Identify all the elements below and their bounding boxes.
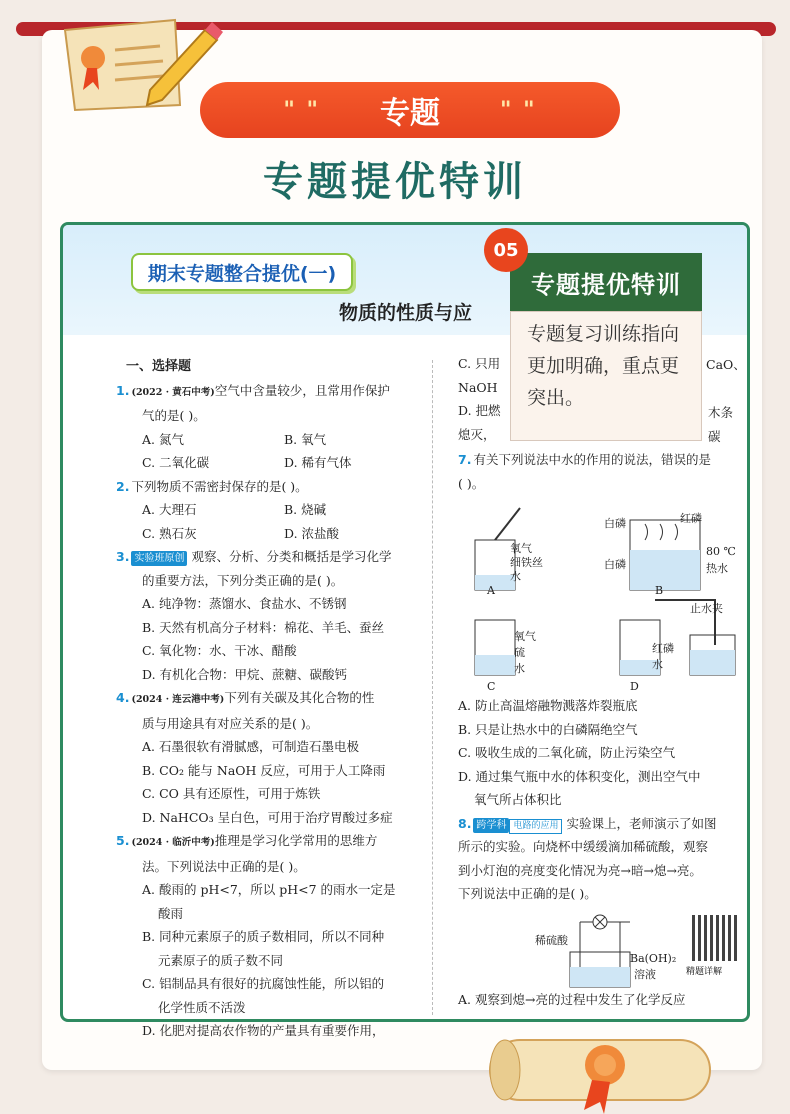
- number-badge: 05: [484, 228, 528, 272]
- rolled-scroll-icon: [480, 1020, 720, 1114]
- fig-label: 细铁丝: [510, 556, 543, 569]
- option: C. 吸收生成的二氧化硫，防止污染空气: [458, 745, 676, 760]
- option: C. 二氧化碳: [142, 455, 210, 470]
- fig-label: 硫: [514, 646, 525, 659]
- fig-label: C: [487, 680, 496, 693]
- question-source: (2024 · 连云港中考): [131, 694, 225, 705]
- question-text-cont: 的重要方法，下列分类正确的是( )。: [142, 572, 344, 588]
- question-8: [448, 812, 748, 836]
- question-text: 空气中含量较少，且常用作保护: [214, 382, 390, 398]
- option-row: [68, 498, 430, 522]
- question-text: 推理是学习化学常用的思维方: [214, 833, 378, 848]
- question-5: [68, 829, 430, 855]
- option: B. 同种元素原子的质子数相同，所以不同种: [142, 929, 385, 944]
- question-tag-sub: 电路的应用: [509, 819, 562, 834]
- option: B. 天然有机高分子材料：棉花、羊毛、蚕丝: [142, 619, 385, 635]
- question-text: 下列物质不需密封保存的是( )。: [131, 478, 308, 494]
- question-text-cont: 质与用途具有对应关系的是( )。: [142, 715, 319, 731]
- question-text-cont: 气的是( )。: [142, 408, 206, 423]
- option: C. 熟石灰: [142, 525, 197, 541]
- option-fragment: NaOH: [458, 379, 498, 395]
- question-number: 4.: [116, 690, 130, 705]
- question-number: 5.: [116, 833, 130, 848]
- question-text-cont: 所示的实验。向烧杯中缓缓滴加稀硫酸，观察: [458, 839, 709, 854]
- option: A. 石墨很软有滑腻感，可制造石墨电极: [142, 739, 359, 754]
- fig-label: 热水: [706, 562, 728, 575]
- fig-label: B: [655, 584, 664, 597]
- option-cont: 氧气所占体积比: [474, 792, 562, 807]
- question-number: 8.: [458, 815, 472, 831]
- question-text-cont: ( )。: [458, 475, 485, 491]
- question-7: [448, 448, 748, 472]
- question-source: (2024 · 临沂中考): [131, 837, 215, 848]
- column-divider: [432, 360, 433, 1015]
- banner-subtitle: 物质的性质与应: [339, 302, 473, 324]
- option: D. 化肥对提高农作物的产量具有重要作用，: [142, 1023, 385, 1038]
- option: A. 大理石: [142, 502, 197, 517]
- fig-label: 氧气: [510, 542, 532, 555]
- option: A. 氮气: [142, 431, 184, 447]
- option: B. CO₂ 能与 NaOH 反应，可用于人工降雨: [142, 762, 386, 778]
- section-title: 一、选择题: [126, 359, 192, 374]
- fig-label: 溶液: [634, 968, 656, 981]
- option: C. 氧化物：水、干冰、醋酸: [142, 643, 297, 658]
- fig-label: 稀硫酸: [535, 934, 568, 947]
- q7-q8-block: [448, 694, 748, 906]
- option: B. 氧气: [284, 431, 327, 447]
- option-fragment: 碳: [708, 429, 721, 444]
- q8-option-a: A. 观察到熄→亮的过程中发生了化学反应: [458, 992, 686, 1007]
- fig-label: 水: [652, 658, 663, 671]
- option: C. CO 具有还原性，可用于炼铁: [142, 786, 321, 801]
- option-fragment: CaO、: [706, 357, 746, 372]
- qr-code[interactable]: [692, 915, 738, 961]
- option-fragment: D. 把燃: [458, 403, 501, 418]
- option-fragment: 木条: [708, 405, 734, 420]
- question-text: 下列有关碳及其化合物的性: [224, 690, 375, 705]
- qr-label: 精题详解: [686, 967, 723, 977]
- certificate-scroll-icon: [55, 10, 225, 120]
- option: A. 防止高温熔融物溅落炸裂瓶底: [458, 698, 638, 713]
- question-source: (2022 · 黄石中考): [131, 386, 215, 398]
- fig-label: Ba(OH)₂: [630, 952, 677, 965]
- fig-label: A: [487, 584, 495, 597]
- fig-label: 红磷: [652, 642, 674, 655]
- note-box: 专题复习训练指向更加明确，重点更突出。: [510, 311, 702, 441]
- option: B. 烧碱: [284, 502, 327, 517]
- question-text-cont: 到小灯泡的亮度变化情况为亮→暗→熄→亮。: [458, 862, 702, 878]
- option-fragment: 熄灭，: [458, 426, 496, 442]
- question-text-cont: 法。下列说法中正确的是( )。: [142, 858, 306, 874]
- question-tag: 跨学科: [473, 818, 509, 833]
- fig-label: 80 ℃: [706, 545, 736, 558]
- fig-label: 水: [510, 570, 521, 583]
- option: C. 铝制品具有很好的抗腐蚀性能，所以铝的: [142, 976, 385, 991]
- question-number: 3.: [116, 549, 130, 564]
- option-row: [68, 428, 430, 452]
- question-number: 7.: [458, 452, 472, 467]
- option-cont: 酸雨: [158, 905, 184, 921]
- question-4: [68, 686, 430, 712]
- topic-badge: [200, 82, 620, 138]
- fig-label: 氧气: [514, 630, 536, 643]
- question-2: [68, 475, 430, 499]
- option: D. 浓盐酸: [284, 525, 340, 541]
- question-text: 有关下列说法中水的作用的说法，错误的是: [473, 452, 711, 467]
- option-fragment: C. 只用: [458, 356, 501, 371]
- option-cont: 元素原子的质子数不同: [158, 952, 284, 968]
- option-row: [68, 522, 430, 546]
- question-1: [68, 379, 430, 405]
- question-number: 2.: [116, 478, 130, 494]
- option: D. 通过集气瓶中水的体积变化，测出空气中: [458, 768, 701, 784]
- option: B. 只是让热水中的白磷隔绝空气: [458, 721, 638, 737]
- option-row: [68, 451, 430, 475]
- quote-mark-left: " ": [283, 97, 320, 123]
- question-3: [68, 545, 430, 569]
- option-cont: 化学性质不活泼: [158, 999, 246, 1015]
- quote-mark-right: " ": [500, 97, 537, 123]
- overlay-label: 专题提优特训: [510, 253, 702, 311]
- question-tag: 实验班原创: [131, 551, 187, 566]
- banner-tag: 期末专题整合提优(一): [131, 253, 353, 291]
- fig-label: D: [630, 680, 639, 693]
- option: A. 酸雨的 pH<7，所以 pH<7 的雨水一定是: [142, 882, 396, 897]
- option: D. 稀有气体: [284, 455, 352, 470]
- question-text: 观察、分析、分类和概括是学习化学: [191, 549, 392, 564]
- left-column: [68, 355, 430, 1043]
- page-title: 专题提优特训: [263, 159, 527, 205]
- option: A. 纯净物：蒸馏水、食盐水、不锈钢: [142, 596, 347, 611]
- topic-badge-label: 专题: [380, 96, 440, 131]
- option: D. NaHCO₃ 呈白色，可用于治疗胃酸过多症: [142, 809, 393, 825]
- fig-label: 红磷: [680, 512, 702, 525]
- fig-label: 水: [514, 662, 525, 675]
- fig-label: 白磷: [604, 558, 626, 571]
- question-text-cont: 下列说法中正确的是( )。: [458, 886, 597, 901]
- fig-label: 止水夹: [690, 602, 723, 615]
- fig-label: 白磷: [604, 517, 626, 530]
- option: D. 有机化合物：甲烷、蔗糖、碳酸钙: [142, 666, 348, 682]
- question-number: 1.: [116, 382, 130, 398]
- question-text: 实验课上，老师演示了如图: [566, 815, 717, 831]
